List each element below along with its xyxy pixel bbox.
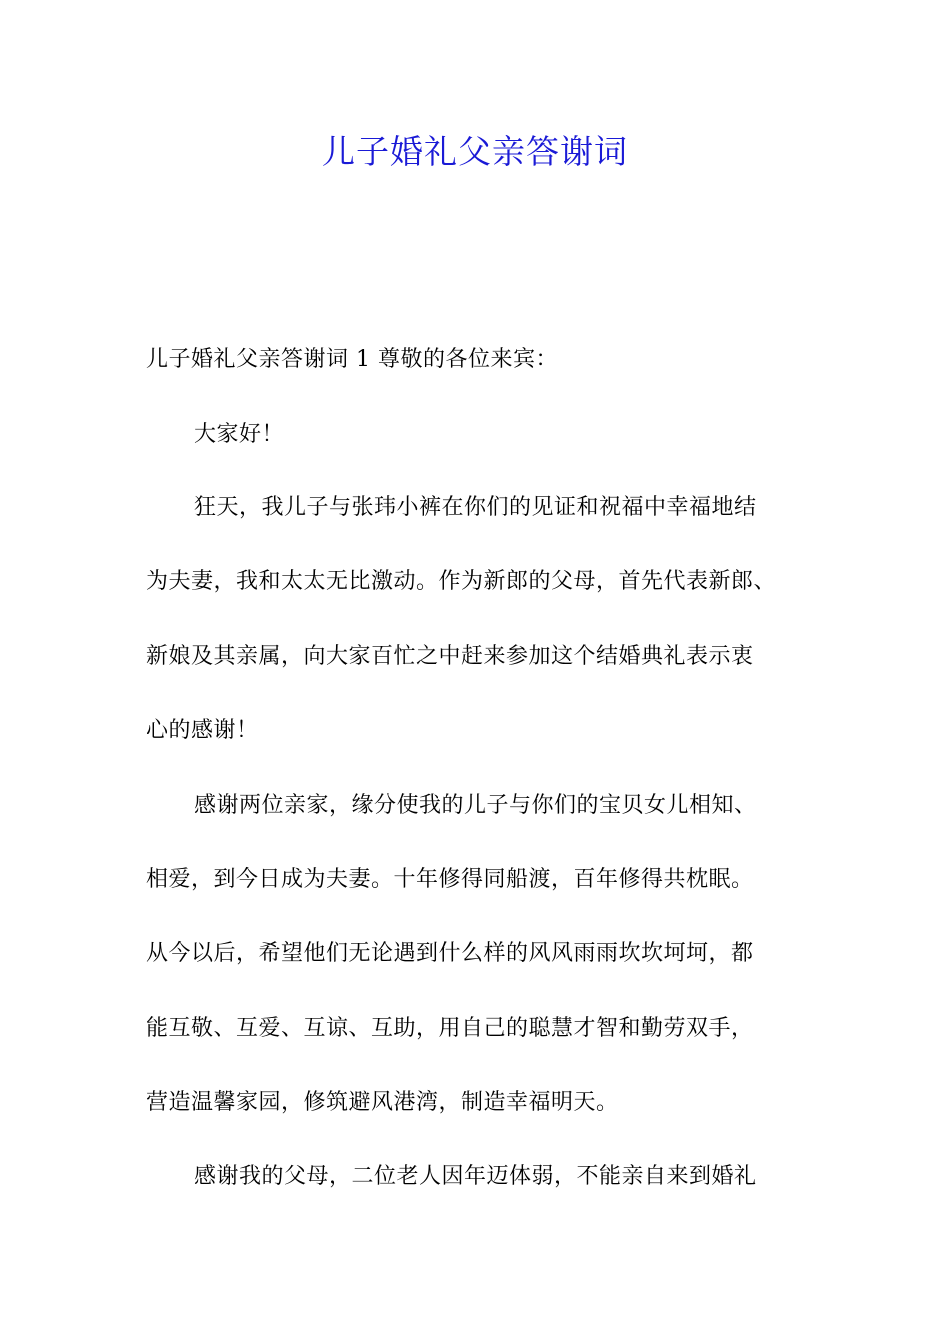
- paragraph-line: 相爱，到今日成为夫妻。十年修得同船渡，百年修得共枕眠。: [146, 867, 754, 892]
- paragraph-line: 感谢两位亲家，缘分使我的儿子与你们的宝贝女儿相知、: [194, 793, 757, 818]
- paragraph-line: 儿子婚礼父亲答谢词 1 尊敬的各位来宾：: [146, 347, 558, 372]
- paragraph-line: 大家好！: [194, 422, 285, 447]
- paragraph-line: 狂天，我儿子与张玮小裤在你们的见证和祝福中幸福地结: [194, 495, 757, 520]
- paragraph-line: 心的感谢！: [146, 718, 259, 743]
- document-title: 儿子婚礼父亲答谢词: [322, 132, 628, 171]
- paragraph-line: 能互敬、互爱、互谅、互助，用自己的聪慧才智和勤劳双手，: [146, 1016, 754, 1041]
- paragraph-line: 新娘及其亲属，向大家百忙之中赶来参加这个结婚典礼表示衷: [146, 644, 754, 669]
- paragraph-line: 感谢我的父母，二位老人因年迈体弱，不能亲自来到婚礼: [194, 1164, 757, 1189]
- paragraph-line: 营造温馨家园，修筑避风港湾，制造幸福明天。: [146, 1090, 619, 1115]
- paragraph-line: 为夫妻，我和太太无比激动。作为新郎的父母，首先代表新郎、: [146, 569, 777, 594]
- paragraph-line: 从今以后，希望他们无论遇到什么样的风风雨雨坎坎坷坷，都: [146, 941, 754, 966]
